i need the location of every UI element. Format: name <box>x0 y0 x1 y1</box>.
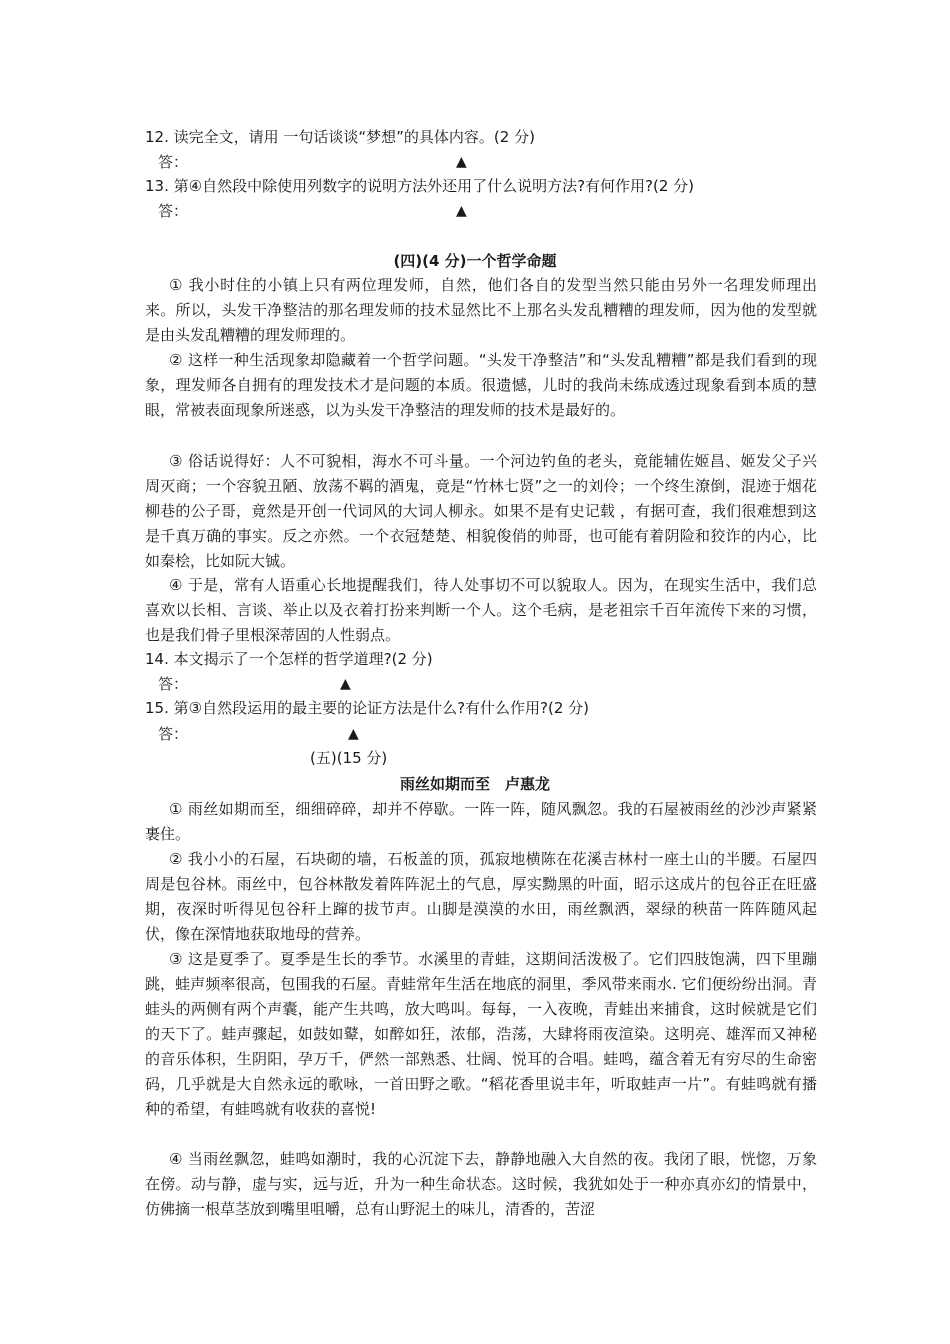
answer-mark-15-icon: ▲ <box>348 726 359 742</box>
section-4-paragraph-1: ① 我小时住的小镇上只有两位理发师，自然，他们各自的发型当然只能由另外一名理发师理出来。所以，头发干净整洁的那名理发师的技术显然比不上那名头发乱糟糟的理发师，因为他的发型就是由头发乱糟糟的理发师理的。 <box>145 276 817 344</box>
question-15: 15. 第③自然段运用的最主要的论证方法是什么?有什么作用?(2 分) <box>145 699 590 717</box>
answer-label-13: 答： <box>158 202 189 220</box>
answer-mark-13-icon: ▲ <box>456 203 467 219</box>
section-4-paragraph-2: ② 这样一种生活现象却隐藏着一个哲学问题。“头发干净整洁”和“头发乱糟糟”都是我们看到的现象，理发师各自拥有的理发技术才是问题的本质。很遗憾，儿时的我尚未练成透过现象看到本质的慧眼，常被表面现象所迷惑，以为头发干净整洁的理发师的技术是最好的。 <box>145 351 817 419</box>
section-5-paragraph-1: ① 雨丝如期而至，细细碎碎，却并不停歇。一阵一阵，随风飘忽。我的石屋被雨丝的沙沙声紧紧裹住。 <box>145 800 817 843</box>
section-4-paragraph-3: ③ 俗话说得好：人不可貌相，海水不可斗量。一个河边钓鱼的老头，竟能辅佐姬昌、姬发父子兴周灭商；一个容貌丑陋、放荡不羁的酒鬼，竟是“竹林七贤”之一的刘伶；一个终生潦倒，混迹于烟花柳巷的公子哥，竟然是开创一代词风的大词人柳永。如果不是有史记载 ，有据可查，我们很难想到这是千真万确的事实。反之亦然。一个衣冠楚楚、相貌俊俏的帅哥，也可能有着阴险和狡诈的内心，比如秦桧，比如阮大铖。 <box>145 452 817 570</box>
answer-mark-14-icon: ▲ <box>340 676 351 692</box>
section-4-paragraph-4: ④ 于是，常有人语重心长地提醒我们，待人处事切不可以貌取人。因为，在现实生活中，我们总喜欢以长相、言谈、举止以及衣着打扮来判断一个人。这个毛病，是老祖宗千百年流传下来的习惯，也是我们骨子里根深蒂固的人性弱点。 <box>145 576 817 644</box>
question-12: 12. 读完全文，请用 一句话谈谈“梦想”的具体内容。(2 分) <box>145 128 535 146</box>
answer-label-12: 答： <box>158 153 189 171</box>
section-5-paragraph-2: ② 我小小的石屋，石块砌的墙，石板盖的顶，孤寂地横陈在花溪吉林村一座土山的半腰。石屋四周是包谷林。雨丝中，包谷林散发着阵阵泥土的气息，厚实黝黑的叶面，昭示这成片的包谷正在旺盛期，夜深时听得见包谷秆上蹿的拔节声。山脚是漠漠的水田，雨丝飘洒，翠绿的秧苗一阵阵随风起伏，像在深情地获取地母的营养。 <box>145 850 817 943</box>
answer-label-14: 答： <box>158 675 189 693</box>
question-13: 13. 第④自然段中除使用列数字的说明方法外还用了什么说明方法?有何作用?(2 分) <box>145 177 695 195</box>
answer-mark-12-icon: ▲ <box>456 154 467 170</box>
section-5-label: (五)(15 分) <box>310 749 388 767</box>
answer-label-15: 答： <box>158 725 189 743</box>
section-5-title: 雨丝如期而至 卢惠龙 <box>399 775 550 793</box>
question-14: 14. 本文揭示了一个怎样的哲学道理?(2 分) <box>145 650 433 668</box>
section-5-paragraph-4: ④ 当雨丝飘忽，蛙鸣如潮时，我的心沉淀下去，静静地融入大自然的夜。我闭了眼，恍惚，万象在傍。动与静，虚与实，远与近，升为一种生命状态。这时候，我犹如处于一种亦真亦幻的情景中，仿佛摘一根草茎放到嘴里咀嚼，总有山野泥土的味儿，清香的，苦涩 <box>145 1150 817 1218</box>
section-5-paragraph-3: ③ 这是夏季了。夏季是生长的季节。水溪里的青蛙，这期间活泼极了。它们四肢饱满，四下里蹦跳，蛙声频率很高，包围我的石屋。青蛙常年生活在地底的洞里，季风带来雨水. 它们便纷纷出洞。青蛙头的两侧有两个声囊，能产生共鸣，放大鸣叫。每每，一入夜晚，青蛙出来捕食，这时候就是它们的天下了。蛙声骤起，如鼓如鼙，如醉如狂，浓郁，浩荡，大肆将雨夜渲染。这明亮、雄浑而又神秘的音乐体积，生阴阳，孕万千，俨然一部熟悉、壮阔、悦耳的合唱。蛙鸣，蕴含着无有穷尽的生命密码，几乎就是大自然永远的歌咏，一首田野之歌。“稻花香里说丰年，听取蛙声一片”。有蛙鸣就有播种的希望，有蛙鸣就有收获的喜悦! <box>145 950 817 1118</box>
section-4-title: (四)(4 分)一个哲学命题 <box>393 252 557 270</box>
